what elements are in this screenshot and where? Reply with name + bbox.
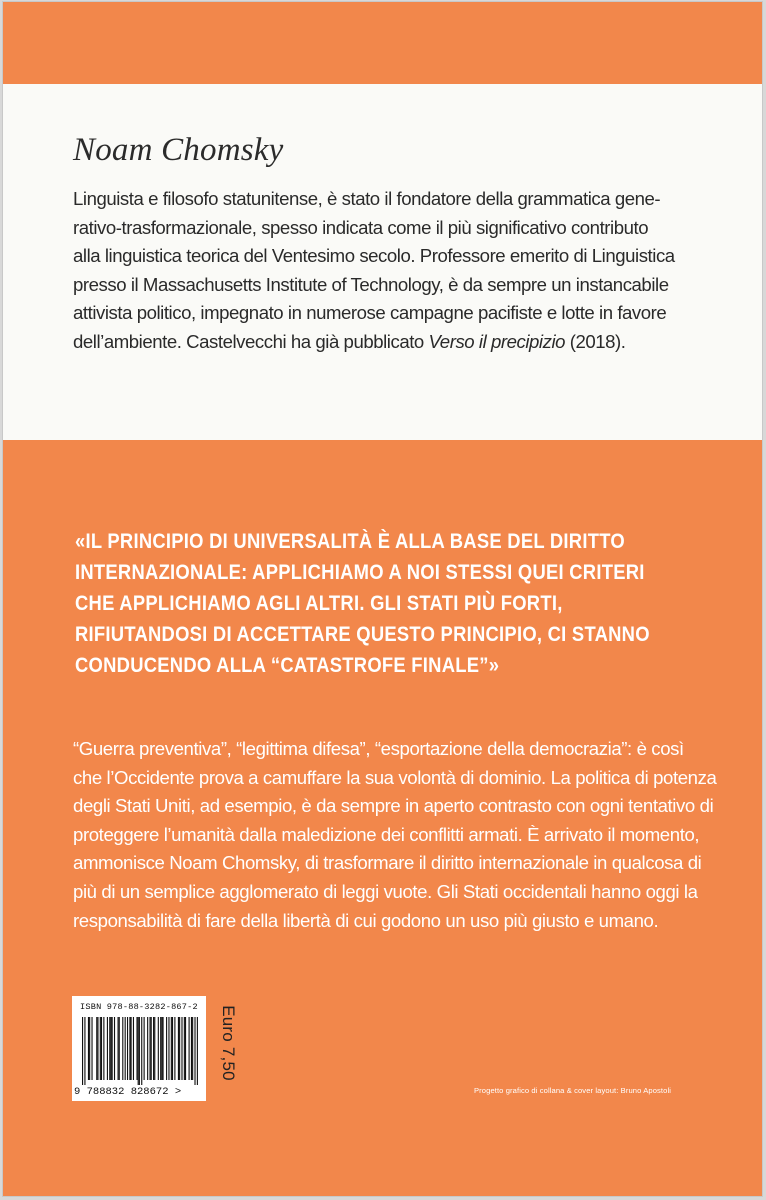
barcode-bar [114, 1017, 115, 1080]
book-title: Verso il precipizio [428, 330, 566, 352]
barcode-bar [119, 1017, 120, 1080]
blurb-line: più di un semplice agglomerato di leggi vuote. Gli Stati occidentali hanno oggi la [73, 880, 698, 902]
barcode-box [72, 996, 206, 1101]
barcode-bar [162, 1017, 163, 1080]
barcode-bar [112, 1017, 113, 1080]
blurb-line: proteggere l’umanità dalla maledizione dei conflitti armati. È arrivato il momento, [73, 823, 700, 845]
price-label: Euro 7,50 [219, 1005, 238, 1081]
blurb-line: degli Stati Uniti, ad esempio, è da sempre in aperto contrasto con ogni tentativo di [73, 795, 714, 817]
ean-digits: 9 788832 828672 > [74, 1086, 182, 1098]
author-bio [73, 185, 688, 357]
barcode-bar [166, 1017, 167, 1080]
quote-line: «IL PRINCIPIO DI UNIVERSALITÀ È ALLA BASE DEL DIRITTO [75, 529, 625, 553]
barcode-bar [84, 1017, 85, 1085]
bio-line: alla linguistica teorica del Ventesimo secolo. Professore emerito di Linguistica [73, 245, 675, 267]
author-bio-band [3, 84, 762, 440]
barcode-bar [103, 1017, 104, 1080]
blurb-line: che l’Occidente prova a camuffare la sua volontà di dominio. La politica di potenza [73, 766, 717, 788]
book-back-cover [3, 2, 762, 1196]
blurb-line: responsabilità di fare della libertà di cui godono un uso più giusto e umano. [73, 909, 659, 931]
design-credits: Progetto grafico di collana & cover layout: Bruno Apostoli [474, 1086, 672, 1095]
barcode-bar [151, 1017, 152, 1080]
barcode-bar [127, 1017, 128, 1080]
barcode-bar [107, 1017, 108, 1080]
barcode-bar [101, 1017, 102, 1080]
barcode-bar [96, 1017, 97, 1080]
barcode-bar [172, 1017, 173, 1080]
barcode-bar [179, 1017, 180, 1080]
bio-line: Linguista e filosofo statunitense, è stato il fondatore della grammatica gene- [73, 188, 661, 209]
quote-line: CHE APPLICHIAMO AGLI ALTRI. GLI STATI PIÙ FORTI, [75, 591, 563, 615]
bio-line: rativo-trasformazionale, spesso indicata come il più significativo contributo [73, 216, 649, 238]
pull-quote [75, 526, 650, 681]
quote-line: RIFIUTANDOSI DI ACCETTARE QUESTO PRINCIPIO, CI STANNO [75, 622, 650, 646]
barcode-bar [118, 1017, 119, 1080]
barcode-bar [122, 1017, 123, 1080]
bio-line-suffix: (2018). [565, 330, 626, 352]
barcode-bar [191, 1017, 192, 1080]
book-blurb [73, 735, 717, 935]
barcode-bar [88, 1017, 89, 1080]
barcode-bar [171, 1017, 172, 1080]
barcode-bar [184, 1017, 185, 1080]
quote-line: CONDUCENDO ALLA “CATASTROFE FINALE”» [75, 653, 500, 677]
blurb-line: “Guerra preventiva”, “legittima difesa”, “esportazione della democrazia”: è così [73, 738, 684, 759]
barcode-bar [109, 1017, 110, 1080]
barcode-bar [181, 1017, 182, 1080]
barcode-bar [136, 1017, 137, 1080]
isbn-text: ISBN 978-88-3282-867-2 [80, 1002, 198, 1012]
bio-line-prefix: dell’ambiente. Castelvecchi ha già pubblicato [73, 330, 429, 352]
bio-line: presso il Massachusetts Institute of Technology, è da sempre un instancabile [73, 273, 669, 295]
barcode-bar [161, 1017, 162, 1080]
quote-line: INTERNAZIONALE: APPLICHIAMO A NOI STESSI QUEI CRITERI [75, 560, 645, 584]
barcode-bar [178, 1017, 179, 1080]
barcode-bar [82, 1017, 83, 1085]
bio-line: attivista politico, impegnato in numerose campagne pacifiste e lotte in favore [73, 302, 667, 324]
author-name: Noam Chomsky [73, 132, 284, 168]
bio-line [73, 328, 688, 357]
barcode-bar [129, 1017, 130, 1080]
barcode-bar [147, 1017, 148, 1080]
barcode-bar [91, 1017, 92, 1080]
barcode-bar [144, 1017, 145, 1080]
barcode-bar [139, 1017, 140, 1085]
barcode-bar [141, 1017, 142, 1085]
blurb-line: ammonisce Noam Chomsky, di trasformare il diritto internazionale in qualcosa di [73, 852, 702, 874]
barcode-bar [97, 1017, 98, 1080]
barcode-bar [133, 1017, 134, 1080]
barcode-bar [168, 1017, 169, 1080]
barcode-bar [149, 1017, 150, 1080]
barcode-bar [154, 1017, 155, 1080]
barcode-bar [160, 1017, 161, 1080]
barcode-bar [153, 1017, 154, 1080]
barcode-bar [125, 1017, 126, 1080]
barcode-bar [100, 1017, 101, 1080]
barcode-bar [158, 1017, 159, 1080]
barcode-bar [194, 1017, 195, 1085]
barcode-bar [189, 1017, 190, 1080]
barcode-bar [138, 1017, 139, 1085]
barcode-bar [192, 1017, 193, 1080]
barcode-bar [197, 1017, 198, 1085]
barcode-bar [131, 1017, 132, 1080]
barcode-bar [89, 1017, 90, 1080]
barcode-bar [174, 1017, 175, 1080]
barcode-bar [110, 1017, 111, 1080]
barcode-icon [82, 1017, 198, 1085]
barcode-bar [185, 1017, 186, 1080]
